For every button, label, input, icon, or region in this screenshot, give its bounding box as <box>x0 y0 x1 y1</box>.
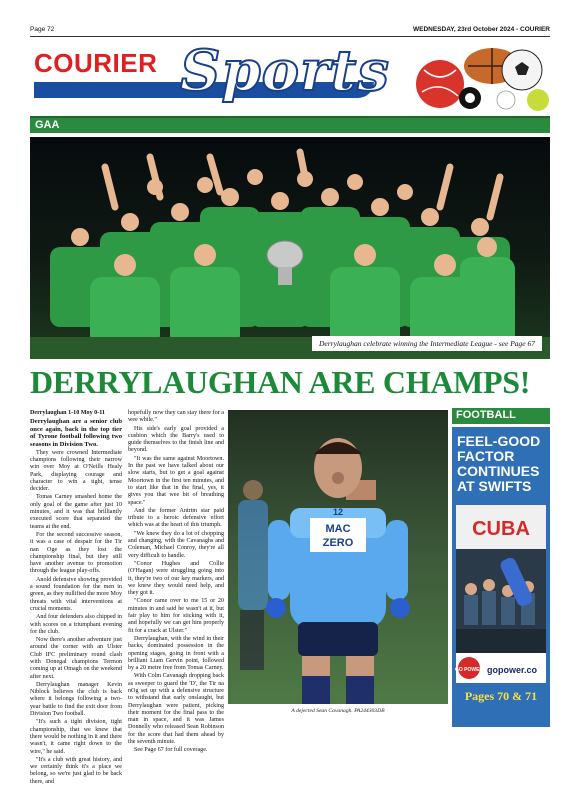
team-celebration-photo <box>30 137 550 359</box>
football-pages-link[interactable]: Pages 70 & 71 <box>464 689 538 703</box>
banner-brand: CUBA <box>472 518 530 540</box>
article-paragraph: For the second successive season, it was a case of despair for the Tir nan Oge as they lost the championship final, but they still have another avenue to promotion through the league play-offs. <box>30 531 122 575</box>
article-paragraph: With Colm Cavanagh dropping back as sweeper to guard the 'D', the Tir na nOg set up with a defensive structure to withstand that early onslaught, but Derrylaughan were patient, picking their moment for the final pass to the man in space, and it was James Donnelly who released Sean Robinson for the score that had them ahead by the seventh minute. <box>128 673 224 746</box>
page-number: Page 72 <box>30 26 55 33</box>
swifts-photo-illustration <box>456 505 546 683</box>
player-photo-caption: A dejected Sean Cavanagh. PA244303DB <box>291 708 385 714</box>
page-header-bar <box>30 24 550 36</box>
article-paragraph: "It's a club with great history, and we certainly think it's a place we belong, so we're just glad to be back there, and <box>30 756 122 785</box>
article-paragraph: Anold defensive showing provided a sound foundation for the men in green, as they nullified the more Moy threats with vital interventions at crucial moments. <box>30 576 122 612</box>
masthead-section-title: Sports <box>180 38 390 104</box>
match-score: Derrylaughan 1-10 Moy 0-11 <box>30 410 105 416</box>
article-column-1 <box>30 410 122 785</box>
article-paragraph: "Conor came over to me 15 or 20 minutes in and said he wasn't at it, but fair play to him for sticking with it, and hopefully we can get him properly fit for a crack at Ulster." <box>128 598 224 634</box>
football-section-label: FOOTBALL <box>456 409 516 421</box>
article-paragraph: And four defenders also chipped in with scores on a triumphant evening for the club. <box>30 614 122 635</box>
football-promo-box[interactable] <box>452 427 550 727</box>
player-photo <box>228 410 448 704</box>
main-headline: DERRYLAUGHAN ARE CHAMPS! <box>30 364 531 400</box>
sports-balls-illustration <box>410 40 550 112</box>
football-section-bar <box>452 408 550 424</box>
article-lead: Derrylaughan are a senior club once again, back in the top tier of Tyrone football following two seasons in Division Two. <box>30 418 122 449</box>
gaa-section-bar <box>30 116 550 133</box>
jersey-sponsor-zero: ZERO <box>322 537 354 549</box>
issue-date: WEDNESDAY, 23rd October 2024 - COURIER <box>412 26 550 33</box>
go-power-badge: GO POWER <box>454 667 484 673</box>
swifts-photo <box>456 505 546 683</box>
article-paragraph: Tomas Carney smashed home the only goal of the game after just 10 minutes, and it was that brilliantly executed score that separated the teams at the end. <box>30 494 122 530</box>
article-paragraph: "We knew they do a lot of chopping and changing, with the Cavanaghs and Coleman, Michael Conroy, they're all very difficult to handle. <box>128 530 224 559</box>
article-column-2 <box>128 410 224 754</box>
article-paragraph: Derrylaughan, with the wind in their backs, dominated possession in the opening stages, going in front with a brilliant Liam Gervin point, followed by a 20 metre free from Tomas Carney. <box>128 635 224 672</box>
article-paragraph: "It was the same against Moortown. In the past we have talked about our slow starts, but to get a goal against Moortown in the first ten minutes, and to start like that in the final, yes, it gives you that wee bit of breathing space." <box>128 455 224 506</box>
article-paragraph: Now there's another adventure just around the corner with an Ulster Club IFC preliminary round clash with Donegal champions Termon coming up at Omagh on the weekend after next. <box>30 637 122 680</box>
article-paragraph: "Conor Hughes and Collie (O'Hagan) were struggling going into it, they're two of our key markers, and we knew they would need help, and they got it. <box>128 560 224 597</box>
masthead <box>30 40 550 112</box>
header-rule <box>30 36 550 37</box>
gaa-section-label: GAA <box>35 119 60 131</box>
article-paragraph: They were crowned Intermediate champions following their narrow win over Moy at O'Neills Healy Park, displaying courage and character to win a tight, tense decider. <box>30 449 122 493</box>
team-photo-illustration <box>30 137 550 359</box>
article-paragraph: "It's such a tight division, tight championship, that we knew that there would be nothing in it and there wasn't, it came right down to the wire," he said. <box>30 719 122 755</box>
article-paragraph: And the former Antrim star paid tribute to a heroic defensive effort which was at the heart of this triumph. <box>128 507 224 529</box>
jersey-sponsor-mac: MAC <box>325 523 351 535</box>
article-paragraph: Derrylaughan manager Kevin Niblock believes the club is back where it belongs following a two-year battle to find the exit door from Division Two football. <box>30 681 122 718</box>
jersey-number: 12 <box>332 507 344 517</box>
player-illustration <box>228 410 448 704</box>
football-promo-headline: FEEL-GOOD FACTOR CONTINUES AT SWIFTS <box>457 433 541 494</box>
see-page-note: See Page 67 for full coverage. <box>134 747 208 754</box>
masthead-brand: COURIER <box>34 48 158 78</box>
banner-sponsor: gopower.co <box>486 665 538 675</box>
article-paragraph: His side's early goal provided a cushion which the Barry's used to guide themselves to the finish line and beyond. <box>128 425 224 454</box>
main-photo-caption: Derrylaughan celebrate winning the Intermediate League - see Page 67 <box>312 336 542 351</box>
article-paragraph: hopefully now they can stay there for a wee while." <box>128 410 224 424</box>
